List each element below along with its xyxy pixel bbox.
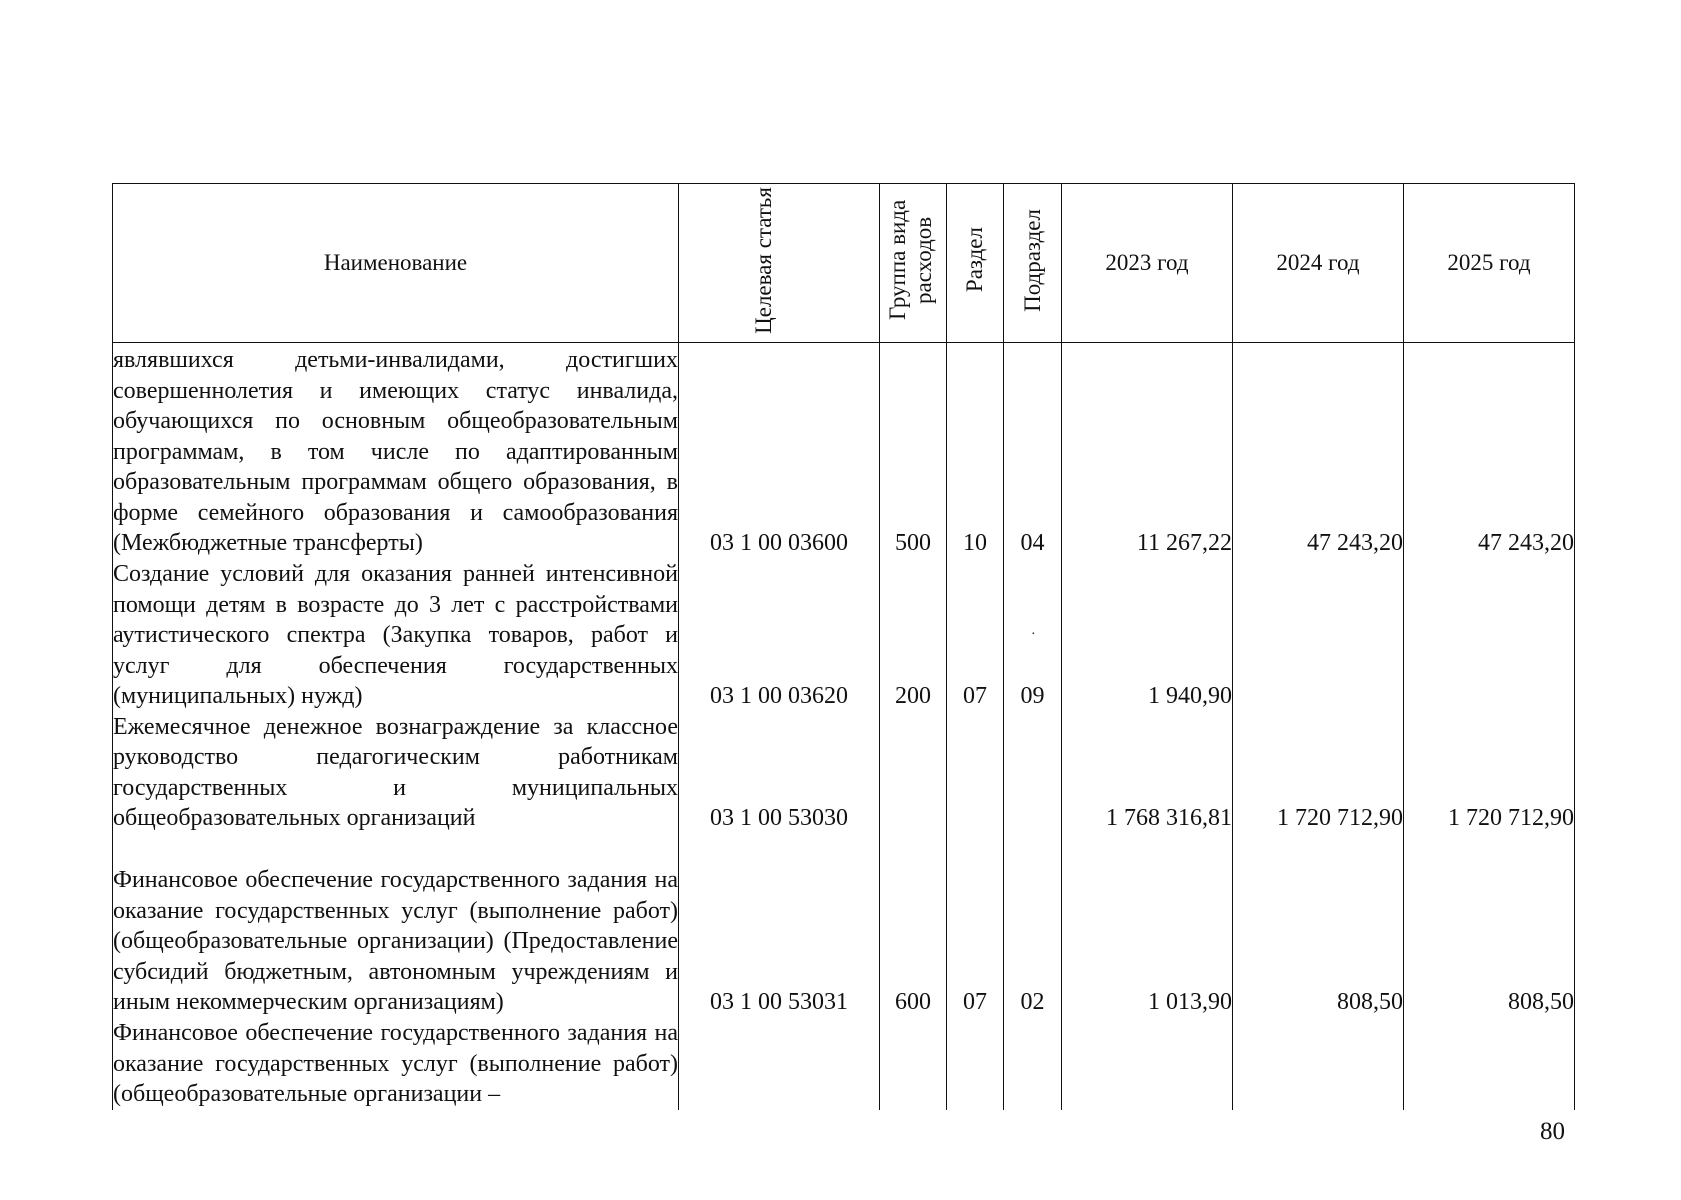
- row-value-2024: 47 243,20: [1233, 343, 1404, 559]
- row-target-article: 03 1 00 03600: [679, 343, 880, 559]
- row-value-2024: [1233, 559, 1404, 712]
- row-expense-group: [880, 712, 947, 834]
- header-year-2025: 2025 год: [1404, 184, 1575, 343]
- row-section: [947, 712, 1004, 834]
- row-value-2024: 808,50: [1233, 834, 1404, 1018]
- row-value-2023: 1 768 316,81: [1062, 712, 1233, 834]
- row-expense-group: [880, 1018, 947, 1110]
- row-expense-group: 200: [880, 559, 947, 712]
- table-row: [113, 834, 1575, 1018]
- header-name: Наименование: [113, 184, 679, 343]
- header-year-2023: 2023 год: [1062, 184, 1233, 343]
- row-value-2023: [1062, 1018, 1233, 1110]
- row-value-2025: [1404, 559, 1575, 712]
- table-header-row: [113, 184, 1575, 343]
- row-value-2023: 11 267,22: [1062, 343, 1233, 559]
- row-subsection: [1004, 1018, 1062, 1110]
- row-value-2025: 808,50: [1404, 834, 1575, 1018]
- row-name: Ежемесячное денежное вознаграждение за классное руководство педагогическим работникам государственных и муниципальных общеобразовательных организаций: [113, 712, 679, 834]
- table-row: [113, 712, 1575, 834]
- row-section: 10: [947, 343, 1004, 559]
- header-subsection: Подраздел: [1004, 184, 1062, 343]
- row-target-article: 03 1 00 53031: [679, 834, 880, 1018]
- budget-table: [112, 183, 1575, 1110]
- row-target-article: 03 1 00 53030: [679, 712, 880, 834]
- row-value-2023: 1 013,90: [1062, 834, 1233, 1018]
- table-row: [113, 1018, 1575, 1110]
- row-value-2025: 47 243,20: [1404, 343, 1575, 559]
- row-target-article: 03 1 00 03620: [679, 559, 880, 712]
- row-value-2025: [1404, 1018, 1575, 1110]
- row-section: [947, 1018, 1004, 1110]
- row-value-2023: 1 940,90: [1062, 559, 1233, 712]
- row-subsection: 02: [1004, 834, 1062, 1018]
- row-value-2024: 1 720 712,90: [1233, 712, 1404, 834]
- row-section: 07: [947, 834, 1004, 1018]
- row-value-2024: [1233, 1018, 1404, 1110]
- row-value-2025: 1 720 712,90: [1404, 712, 1575, 834]
- row-name: Финансовое обеспечение государственного задания на оказание государственных услуг (выполнение работ) (общеобразовательные организации) (Предоставление субсидий бюджетным, автономным учреждениям и иным некоммерческим организациям): [113, 834, 679, 1018]
- row-name: Создание условий для оказания ранней интенсивной помощи детям в возрасте до 3 лет с расстройствами аутистического спектра (Закупка товаров, работ и услуг для обеспечения государственных (муниципальных) нужд): [113, 559, 679, 712]
- row-section: 07: [947, 559, 1004, 712]
- table-row: [113, 559, 1575, 712]
- scan-speck: ·: [1031, 627, 1036, 642]
- header-target-article: Целевая статья: [679, 184, 880, 343]
- row-subsection: [1004, 712, 1062, 834]
- row-expense-group: 600: [880, 834, 947, 1018]
- row-name: Финансовое обеспечение государственного задания на оказание государственных услуг (выполнение работ) (общеобразовательные организации –: [113, 1018, 679, 1110]
- header-section: Раздел: [947, 184, 1004, 343]
- row-subsection: 04: [1004, 343, 1062, 559]
- row-subsection: 09: [1004, 559, 1062, 712]
- table-row: [113, 343, 1575, 559]
- row-name: являвшихся детьми-инвалидами, достигших совершеннолетия и имеющих статус инвалида, обучающихся по основным общеобразовательным программам, в том числе по адаптированным образовательным программам общего образования, в форме семейного образования и самообразования (Межбюджетные трансферты): [113, 343, 679, 559]
- row-target-article: [679, 1018, 880, 1110]
- header-year-2024: 2024 год: [1233, 184, 1404, 343]
- page-number: 80: [1540, 1118, 1565, 1145]
- header-expense-group: Группа вида расходов: [880, 184, 947, 343]
- row-expense-group: 500: [880, 343, 947, 559]
